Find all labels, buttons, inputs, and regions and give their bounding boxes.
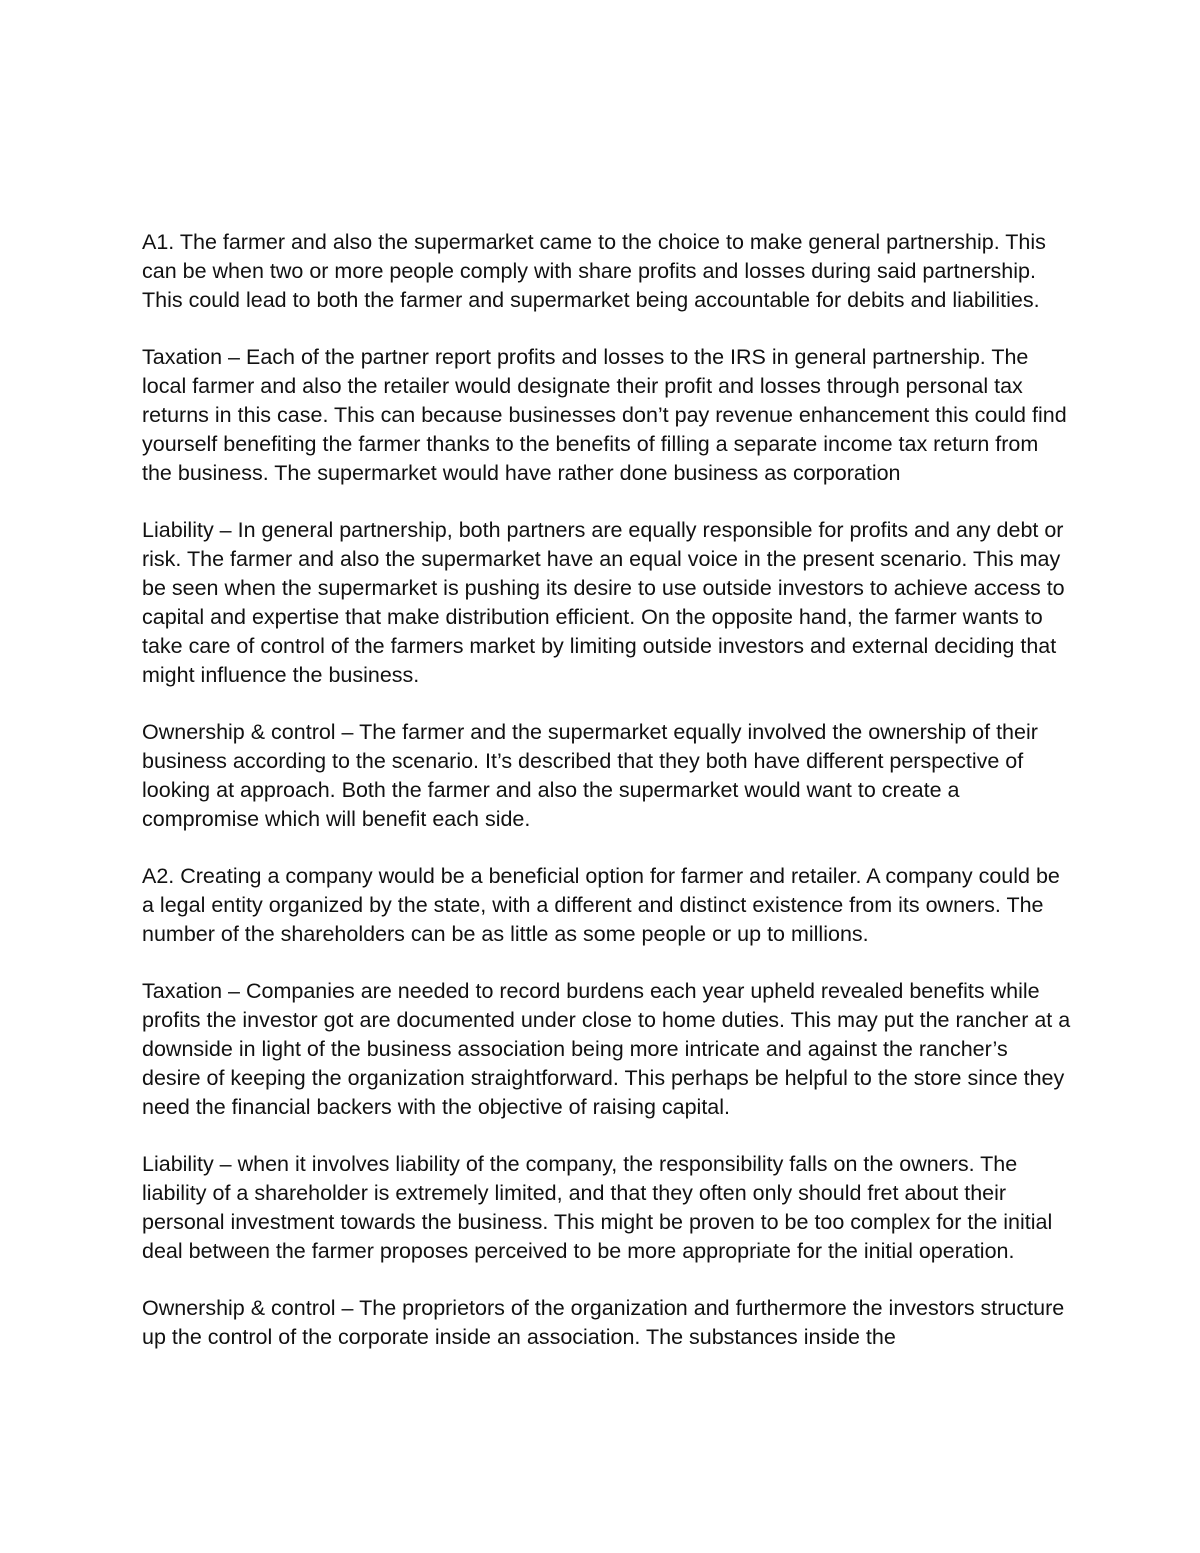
paragraph-a2-ownership: Ownership & control – The proprietors of the organization and furthermore the investors structure up the control of the corporate inside an association. The substances inside the bbox=[142, 1296, 1065, 1349]
document-body bbox=[142, 228, 1072, 1352]
paragraph-a1-ownership: Ownership & control – The farmer and the supermarket equally involved the ownership of their business according to the scenario. It’s described that they both have different perspective of looking at approach. Both the farmer and also the supermarket would want to create a compromise which will benefit each side. bbox=[142, 720, 1038, 831]
paragraph-a2-liability: Liability – when it involves liability of the company, the responsibility falls on the owners. The liability of a shareholder is extremely limited, and that they often only should fret about their personal investment towards the business. This might be proven to be too complex for the initial deal between the farmer proposes perceived to be more appropriate for the initial operation. bbox=[142, 1152, 1053, 1263]
paragraph-a1-taxation: Taxation – Each of the partner report profits and losses to the IRS in general partnership. The local farmer and also the retailer would designate their profit and losses through personal tax returns in this case. This can because businesses don’t pay revenue enhancement this could find yourself benefiting the farmer thanks to the benefits of filling a separate income tax return from the business. The supermarket would have rather done business as corporation bbox=[142, 345, 1067, 485]
paragraph-a2-taxation: Taxation – Companies are needed to record burdens each year upheld revealed benefits while profits the investor got are documented under close to home duties. This may put the rancher at a downside in light of the business association being more intricate and against the rancher’s desire of keeping the organization straightforward. This perhaps be helpful to the store since they need the financial backers with the objective of raising capital. bbox=[142, 979, 1071, 1119]
paragraph-a1-intro: A1. The farmer and also the supermarket came to the choice to make general partnership. This can be when two or more people comply with share profits and losses during said partnership. This could lead to both the farmer and supermarket being accountable for debits and liabilities. bbox=[142, 230, 1046, 312]
paragraph-a2-intro: A2. Creating a company would be a beneficial option for farmer and retailer. A company could be a legal entity organized by the state, with a different and distinct existence from its owners. The number of the shareholders can be as little as some people or up to millions. bbox=[142, 864, 1060, 946]
paragraph-a1-liability: Liability – In general partnership, both partners are equally responsible for profits and any debt or risk. The farmer and also the supermarket have an equal voice in the present scenario. This may be seen when the supermarket is pushing its desire to use outside investors to achieve access to capital and expertise that make distribution efficient. On the opposite hand, the farmer wants to take care of control of the farmers market by limiting outside investors and external deciding that might influence the business. bbox=[142, 518, 1065, 687]
